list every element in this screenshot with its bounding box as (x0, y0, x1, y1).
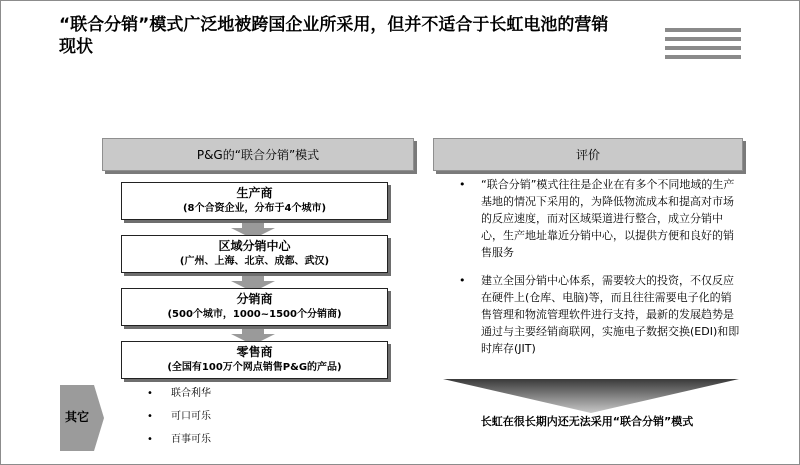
bullet-icon: • (459, 178, 466, 191)
bullet-icon: • (147, 388, 153, 399)
list-item (147, 387, 211, 401)
flow-detail: (全国有100万个网点销售P&G的产品) (167, 362, 342, 373)
flow-title: 生产商 (236, 186, 273, 200)
flow-box-distribution-center (121, 235, 388, 273)
flow-title: 分销商 (236, 292, 273, 306)
other-companies-list (147, 387, 211, 456)
pg-model-header: P&G的“联合分销”模式 (102, 138, 414, 171)
flow-box-producer (121, 182, 388, 220)
flow-box-distributor (121, 288, 388, 326)
bullet-icon: • (459, 274, 466, 287)
flow-title: 零售商 (236, 345, 273, 359)
decorative-stripes-icon (665, 28, 741, 66)
company-name: 可口可乐 (171, 411, 211, 422)
list-item (147, 410, 211, 424)
evaluation-list (451, 176, 741, 368)
page-title: “联合分销”模式广泛地被跨国企业所采用，但并不适合于长虹电池的营销现状 (59, 15, 609, 57)
conclusion-arrow-icon (443, 379, 739, 413)
other-label: 其它 (64, 410, 89, 424)
flow-box-retailer (121, 341, 388, 379)
company-name: 百事可乐 (171, 434, 211, 445)
flow-detail: (广州、上海、北京、成都、武汉) (179, 256, 330, 267)
evaluation-text: “联合分销”模式往往是企业在有多个不同地域的生产基地的情况下采用的，为降低物流成本和提高对市场的反应速度，而对区域渠道进行整合，成立分销中心，生产地址靠近分销中心，以提供方便和良好的销售服务 (481, 178, 735, 259)
flow-detail: (8个合资企业，分布于4个城市) (182, 203, 327, 214)
evaluation-item (451, 272, 741, 357)
evaluation-header: 评价 (433, 138, 743, 171)
list-item (147, 433, 211, 447)
company-name: 联合利华 (171, 388, 211, 399)
flow-detail: (500个城市，1000~1500个分销商) (167, 309, 342, 320)
bullet-icon: • (147, 411, 153, 422)
evaluation-text: 建立全国分销中心体系，需要较大的投资，不仅反应在硬件上(仓库、电脑)等，而且往往需要电子化的销售管理和物流管理软件进行支持，最新的发展趋势是通过与主要经销商联网，实施电子数据交换(EDI)和即时库存(JIT) (481, 274, 740, 355)
evaluation-item (451, 176, 741, 261)
conclusion-text: 长虹在很长期内还无法采用“联合分销”模式 (480, 415, 694, 428)
bullet-icon: • (147, 434, 153, 445)
flow-title: 区域分销中心 (218, 239, 291, 253)
